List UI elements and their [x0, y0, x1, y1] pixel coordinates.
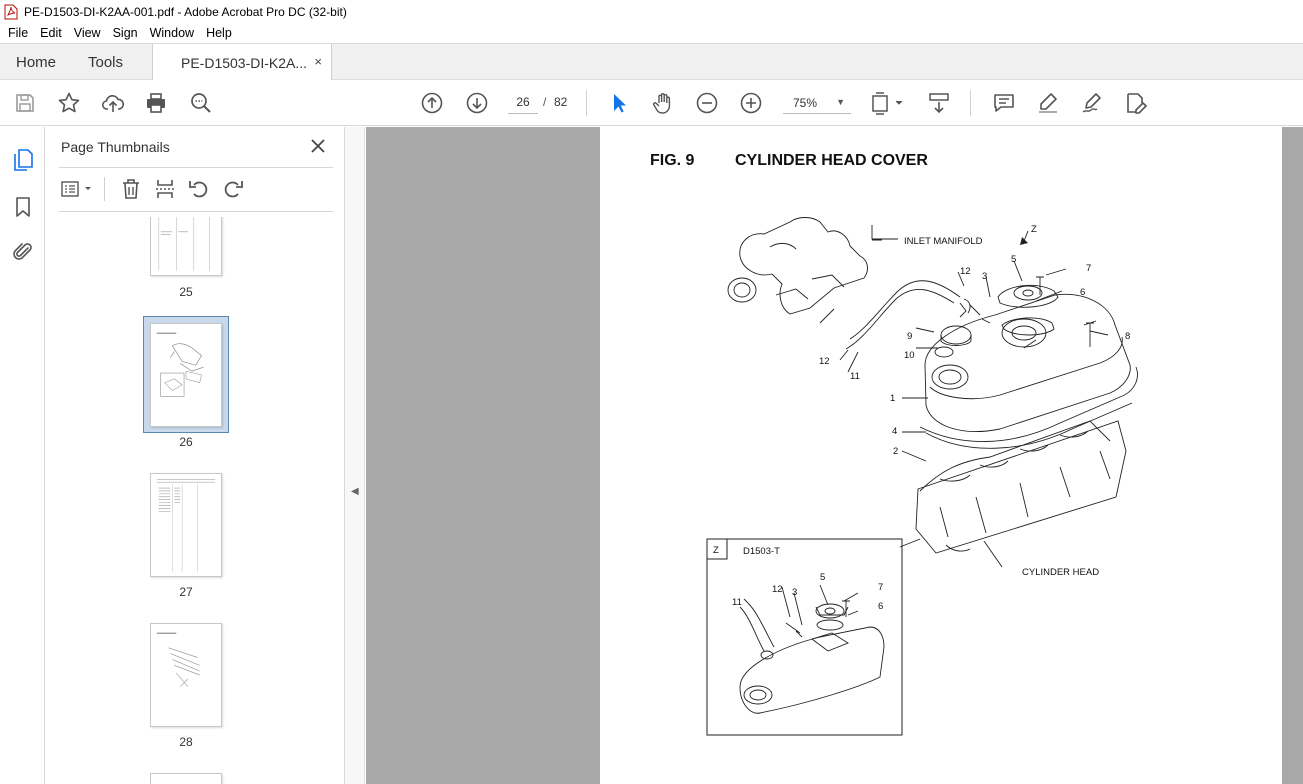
thumbnail-page-number: 27 [179, 585, 193, 599]
callout-12b: 12 [819, 356, 830, 367]
part-callouts [819, 224, 1130, 578]
zoom-in-icon[interactable] [739, 91, 763, 115]
scroll-mode-icon[interactable] [927, 91, 951, 115]
callout-5: 5 [1011, 254, 1017, 265]
menu-sign[interactable]: Sign [112, 26, 138, 40]
thumbnail-preview [151, 624, 221, 726]
inlet-manifold-label: INLET MANIFOLD [904, 236, 983, 247]
callout-2: 2 [893, 446, 899, 457]
callout-10: 10 [904, 350, 915, 361]
rotate-clockwise-icon[interactable] [221, 177, 245, 201]
inset-model-label: D1503-T [743, 546, 780, 557]
pdf-page [600, 127, 1282, 784]
next-page-icon[interactable] [465, 91, 489, 115]
thumbnail-list [45, 217, 323, 784]
trash-icon[interactable] [119, 177, 143, 201]
left-navigation-rail [0, 127, 45, 784]
attachment-icon[interactable] [11, 240, 35, 264]
close-icon[interactable] [309, 137, 327, 155]
bookmark-icon[interactable] [11, 195, 35, 219]
menu-window[interactable]: Window [149, 26, 195, 40]
page-number-input[interactable]: 26 [508, 91, 538, 114]
callout-11: 11 [850, 371, 860, 382]
tab-home[interactable]: Home [16, 53, 57, 71]
print-icon[interactable] [144, 91, 168, 115]
star-icon[interactable] [57, 91, 81, 115]
view-z-label: Z [1031, 224, 1037, 235]
toolbar-divider [970, 90, 971, 116]
rotate-counterclockwise-icon[interactable] [187, 177, 211, 201]
zoom-level-select[interactable] [783, 91, 851, 114]
sign-icon[interactable] [1080, 91, 1104, 115]
page-thumbnail-selected[interactable] [150, 323, 222, 427]
panel-divider [59, 167, 333, 168]
page-separator: / [543, 95, 547, 109]
extract-pages-icon[interactable] [153, 177, 177, 201]
menu-file[interactable]: File [8, 26, 29, 40]
close-icon[interactable]: × [314, 54, 322, 69]
inset-view-z [707, 539, 902, 735]
exploded-parts-diagram [600, 127, 1282, 784]
chevron-down-icon: ▼ [836, 97, 845, 107]
callout-4: 4 [892, 426, 898, 437]
thumbnail-page-number: 26 [179, 435, 193, 449]
thumbnail-preview [151, 324, 221, 426]
fill-and-sign-icon[interactable] [1124, 91, 1148, 115]
select-cursor-icon[interactable] [607, 91, 631, 115]
previous-page-icon[interactable] [420, 91, 444, 115]
highlight-pen-icon[interactable] [1036, 91, 1060, 115]
tab-bar [0, 43, 1303, 80]
toolbar-divider [586, 90, 587, 116]
inset-callout-7: 7 [878, 582, 884, 593]
page-fit-icon[interactable] [870, 91, 906, 115]
zoom-out-icon[interactable] [695, 91, 719, 115]
toolbar-divider [104, 177, 105, 201]
collapse-left-arrow-icon[interactable]: ◀ [351, 486, 359, 497]
figure-number: FIG. 9 [650, 152, 695, 169]
inset-z-label: Z [713, 545, 719, 556]
panel-title: Page Thumbnails [61, 139, 170, 155]
thumbnail-page-number: 25 [179, 285, 193, 299]
page-thumbnail[interactable] [150, 773, 222, 784]
acrobat-app-icon [4, 4, 18, 20]
menu-edit[interactable]: Edit [40, 26, 62, 40]
tab-document[interactable] [152, 44, 332, 81]
menu-view[interactable]: View [73, 26, 101, 40]
callout-8: 8 [1125, 331, 1131, 342]
hand-tool-icon[interactable] [651, 91, 675, 115]
title-bar [0, 0, 1303, 23]
page-thumbnails-panel [45, 127, 345, 784]
callout-3: 3 [982, 271, 988, 282]
inset-callout-3: 3 [792, 587, 798, 598]
save-icon[interactable] [13, 91, 37, 115]
inset-callout-6: 6 [878, 601, 884, 612]
window-title: PE-D1503-DI-K2AA-001.pdf - Adobe Acrobat Pro DC (32-bit) [24, 4, 347, 19]
page-thumbnail[interactable] [150, 473, 222, 577]
document-viewer[interactable] [366, 127, 1303, 784]
zoom-level-value: 75% [793, 96, 818, 110]
callout-12: 12 [960, 266, 971, 277]
main-toolbar [0, 80, 1303, 126]
thumbnail-page-number: 28 [179, 735, 193, 749]
menu-bar [0, 23, 1303, 43]
panel-collapse-strip[interactable] [345, 127, 365, 784]
inset-callout-12: 12 [772, 584, 783, 595]
figure-title: CYLINDER HEAD COVER [735, 152, 928, 169]
callout-1: 1 [890, 393, 896, 404]
panel-divider [59, 211, 333, 212]
comment-icon[interactable] [992, 91, 1016, 115]
total-pages: 82 [554, 95, 568, 109]
tab-tools[interactable]: Tools [88, 53, 124, 71]
page-thumbnails-icon[interactable] [11, 148, 35, 172]
page-thumbnail[interactable] [150, 623, 222, 727]
inset-callout-11: 11 [732, 597, 742, 608]
menu-help[interactable]: Help [206, 26, 232, 40]
thumbnail-preview [151, 217, 221, 275]
thumbnail-options-icon[interactable] [60, 177, 96, 201]
inset-callout-5: 5 [820, 572, 826, 583]
zoom-search-icon[interactable] [189, 91, 213, 115]
inlet-manifold-drawing [740, 218, 868, 315]
oil-filler-cap-drawing [941, 326, 971, 344]
cylinder-head-label: CYLINDER HEAD [1022, 567, 1100, 578]
thumbnail-preview [151, 474, 221, 576]
callout-9: 9 [907, 331, 913, 342]
callout-6: 6 [1080, 287, 1086, 298]
tab-document-label: PE-D1503-DI-K2A... [181, 54, 308, 71]
callout-7: 7 [1086, 263, 1092, 274]
cloud-upload-icon[interactable] [101, 91, 125, 115]
view-direction-arrow-icon [1020, 237, 1028, 245]
page-thumbnail[interactable] [150, 217, 222, 276]
